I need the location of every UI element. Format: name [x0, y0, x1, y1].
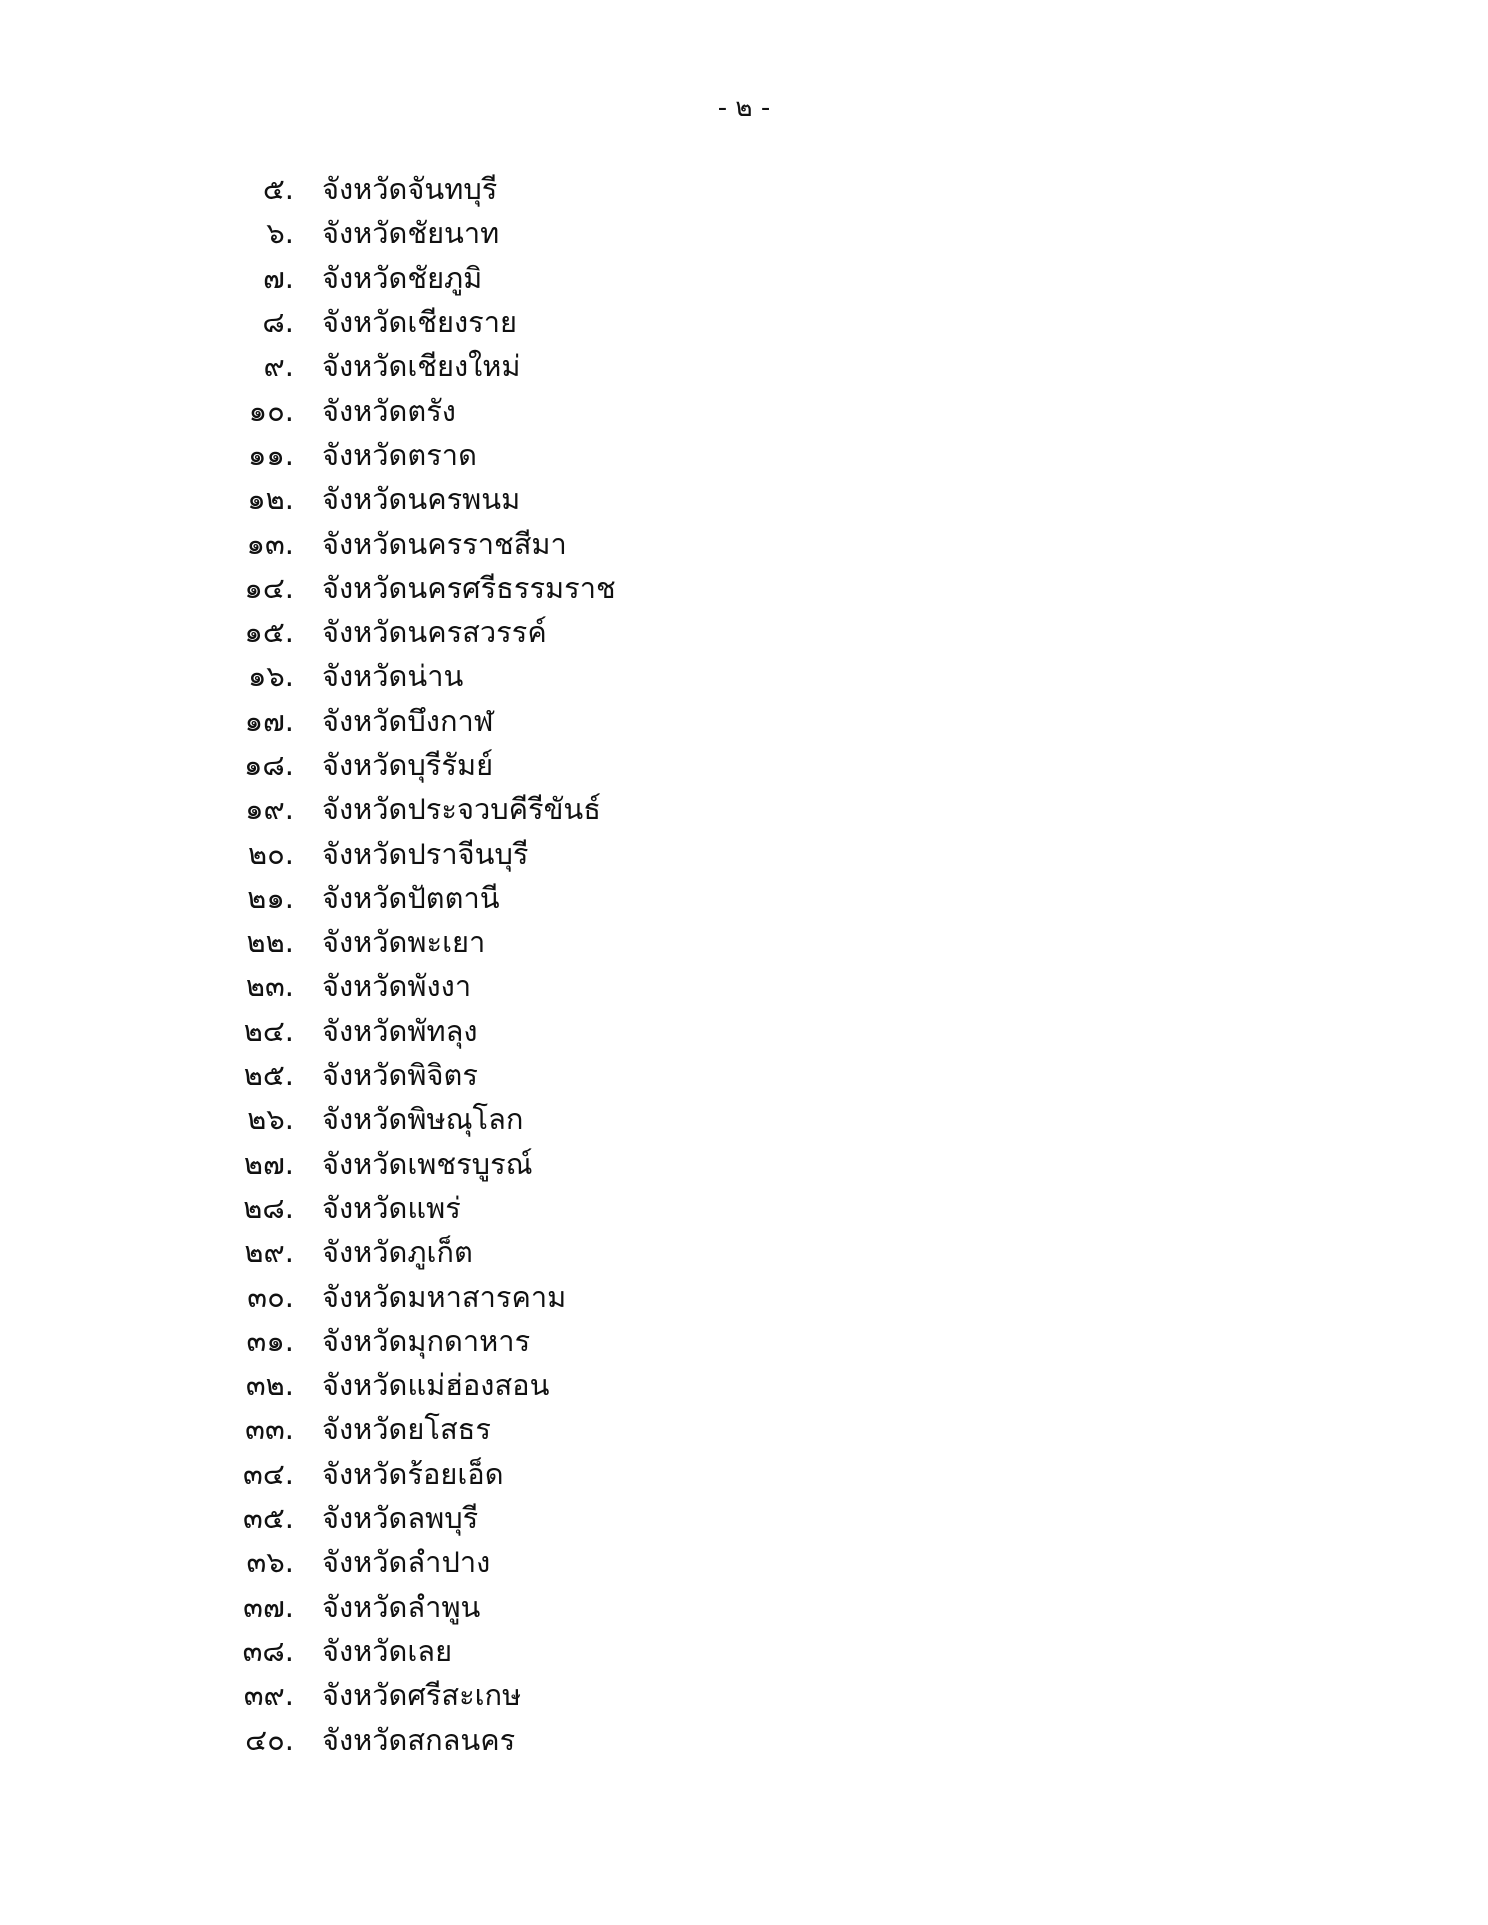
list-item: [230, 211, 930, 255]
list-item: [230, 1585, 930, 1629]
list-item-number: ๑๙.: [245, 792, 294, 827]
list-item-number: ๑๗.: [244, 703, 294, 738]
list-item-number: ๔๐.: [245, 1722, 294, 1757]
list-item-number: ๗.: [262, 260, 294, 295]
list-item-province-name: จังหวัดพัทลุง: [322, 1013, 478, 1048]
list-item-number: ๒๔.: [243, 1013, 294, 1048]
list-item-province-name: จังหวัดเชียงราย: [322, 305, 517, 340]
list-item-number: ๑๖.: [247, 659, 294, 694]
list-item: [230, 1274, 930, 1318]
list-item-province-name: จังหวัดบึงกาฬ: [322, 703, 494, 738]
list-item-number: ๒๙.: [244, 1235, 294, 1270]
list-item-number: ๓๙.: [243, 1678, 294, 1713]
list-item: [230, 1053, 930, 1097]
list-item: [230, 699, 930, 743]
list-item: [230, 1452, 930, 1496]
list-item-number: ๓๔.: [243, 1456, 294, 1491]
list-item-province-name: จังหวัดยโสธร: [322, 1412, 491, 1447]
list-item-province-name: จังหวัดนครศรีธรรมราช: [322, 570, 616, 605]
list-item-province-name: จังหวัดลำปาง: [322, 1545, 491, 1580]
list-item: [230, 920, 930, 964]
list-item-province-name: จังหวัดนครสวรรค์: [322, 615, 547, 650]
list-item-province-name: จังหวัดร้อยเอ็ด: [322, 1456, 504, 1491]
list-item: [230, 1009, 930, 1053]
list-item-number: ๖.: [266, 216, 294, 251]
list-item-province-name: จังหวัดพะเยา: [322, 925, 486, 960]
list-item-number: ๑๓.: [246, 526, 294, 561]
list-item-number: ๙.: [263, 349, 294, 384]
list-item-number: ๓๓.: [245, 1412, 294, 1447]
list-item-province-name: จังหวัดนครราชสีมา: [322, 526, 567, 561]
list-item: [230, 654, 930, 698]
list-item-province-name: จังหวัดปราจีนบุรี: [322, 836, 529, 871]
list-item-province-name: จังหวัดสกลนคร: [322, 1722, 516, 1757]
list-item-number: ๑๔.: [244, 570, 294, 605]
list-item-province-name: จังหวัดจันทบุรี: [322, 172, 498, 207]
list-item: [230, 1319, 930, 1363]
list-item-province-name: จังหวัดแพร่: [322, 1190, 461, 1225]
list-item-number: ๓๑.: [246, 1323, 294, 1358]
list-item: [230, 521, 930, 565]
list-item-number: ๑๐.: [248, 393, 294, 428]
list-item-province-name: จังหวัดเชียงใหม่: [322, 349, 521, 384]
list-item-province-name: จังหวัดลพบุรี: [322, 1501, 479, 1536]
list-item-number: ๓๕.: [243, 1501, 294, 1536]
list-item: [230, 876, 930, 920]
province-list: [230, 167, 930, 1762]
list-item-province-name: จังหวัดลำพูน: [322, 1589, 481, 1624]
list-item: [230, 1540, 930, 1584]
list-item-number: ๒๖.: [247, 1102, 294, 1137]
list-item: [230, 1097, 930, 1141]
list-item-number: ๘.: [262, 305, 294, 340]
list-item: [230, 1629, 930, 1673]
list-item: [230, 610, 930, 654]
list-item-province-name: จังหวัดตรัง: [322, 393, 456, 428]
list-item-province-name: จังหวัดเลย: [322, 1633, 453, 1668]
list-item-number: ๒๕.: [243, 1058, 294, 1093]
list-item: [230, 1186, 930, 1230]
list-item: [230, 477, 930, 521]
list-item: [230, 743, 930, 787]
list-item-province-name: จังหวัดตราด: [322, 437, 477, 472]
list-item: [230, 1363, 930, 1407]
list-item-province-name: จังหวัดชัยภูมิ: [322, 260, 483, 295]
list-item: [230, 300, 930, 344]
list-item-number: ๒๗.: [243, 1146, 294, 1181]
list-item: [230, 1230, 930, 1274]
list-item-number: ๒๑.: [247, 880, 294, 915]
list-item-number: ๑๒.: [247, 482, 294, 517]
list-item-number: ๓๒.: [245, 1368, 294, 1403]
list-item-number: ๓๘.: [242, 1633, 294, 1668]
list-item-number: ๓๖.: [246, 1545, 294, 1580]
list-item-province-name: จังหวัดประจวบคีรีขันธ์: [322, 792, 601, 827]
list-item: [230, 344, 930, 388]
list-item-number: ๒๐.: [247, 836, 294, 871]
list-item-province-name: จังหวัดมหาสารคาม: [322, 1279, 567, 1314]
list-item: [230, 566, 930, 610]
list-item: [230, 388, 930, 432]
list-item-province-name: จังหวัดบุรีรัมย์: [322, 748, 494, 782]
list-item-province-name: จังหวัดเพชรบูรณ์: [322, 1146, 533, 1181]
list-item-province-name: จังหวัดชัยนาท: [322, 216, 500, 251]
list-item: [230, 787, 930, 831]
list-item: [230, 1717, 930, 1761]
list-item: [230, 1407, 930, 1451]
list-item-province-name: จังหวัดปัตตานี: [322, 880, 500, 915]
list-item-province-name: จังหวัดพิจิตร: [322, 1058, 478, 1093]
list-item: [230, 1142, 930, 1186]
list-item: [230, 964, 930, 1008]
list-item-number: ๒๒.: [246, 925, 294, 960]
list-item-number: ๑๑.: [247, 437, 294, 472]
list-item: [230, 256, 930, 300]
list-item: [230, 831, 930, 875]
list-item-number: ๑๘.: [244, 748, 294, 782]
list-item-number: ๑๕.: [244, 615, 294, 650]
list-item-province-name: จังหวัดพิษณุโลก: [322, 1102, 524, 1137]
list-item-number: ๒๓.: [245, 969, 294, 1004]
list-item-province-name: จังหวัดมุกดาหาร: [322, 1323, 531, 1358]
list-item-province-name: จังหวัดพังงา: [322, 969, 472, 1004]
list-item-province-name: จังหวัดศรีสะเกษ: [322, 1678, 522, 1713]
list-item: [230, 1496, 930, 1540]
list-item: [230, 1673, 930, 1717]
list-item-number: ๕.: [262, 172, 294, 207]
list-item: [230, 433, 930, 477]
list-item: [230, 167, 930, 211]
list-item-number: ๒๘.: [243, 1190, 294, 1225]
list-item-number: ๓๐.: [247, 1279, 294, 1314]
list-item-province-name: จังหวัดภูเก็ต: [322, 1235, 473, 1270]
list-item-province-name: จังหวัดนครพนม: [322, 482, 521, 517]
list-item-province-name: จังหวัดแม่ฮ่องสอน: [322, 1368, 550, 1403]
list-item-number: ๓๗.: [243, 1589, 294, 1624]
list-item-province-name: จังหวัดน่าน: [322, 659, 464, 694]
page-number: - ๒ -: [717, 93, 771, 123]
